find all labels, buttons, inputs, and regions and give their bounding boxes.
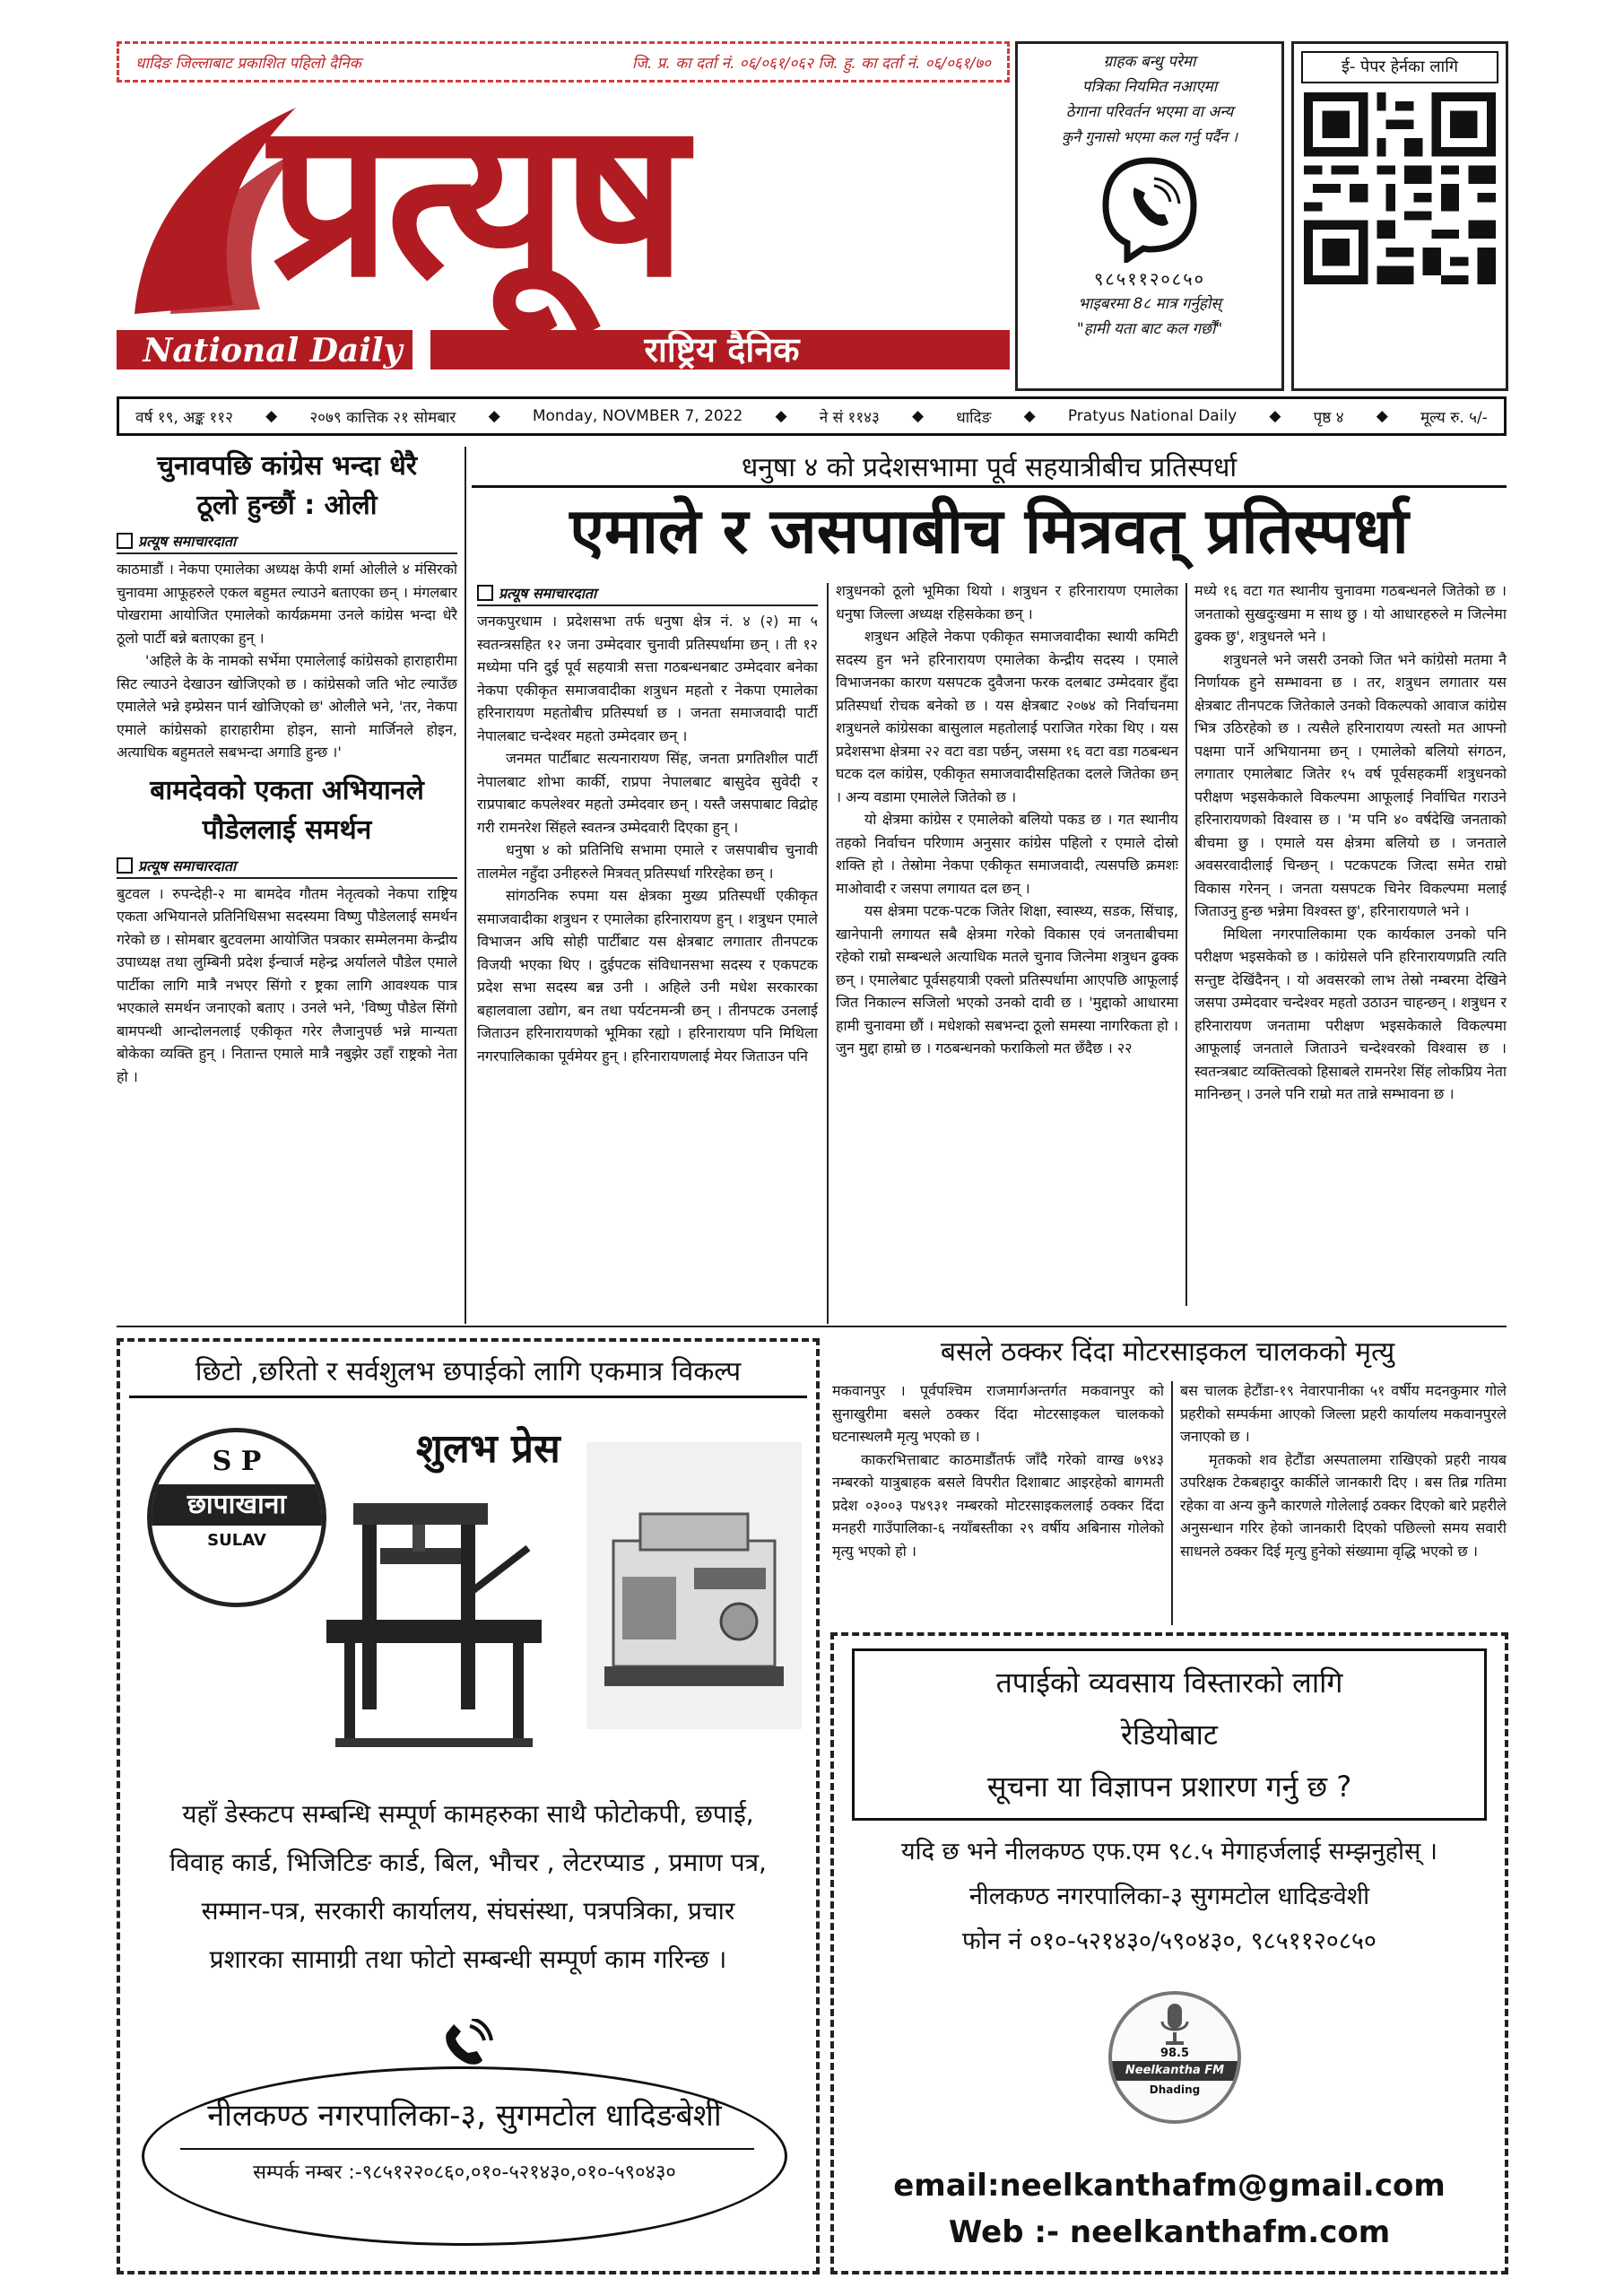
story1-byline: प्रत्यूष समाचारदाता xyxy=(117,531,457,554)
story2-paragraph: बुटवल । रुपन्देही-२ मा बामदेव गौतम नेतृत्वको नेकपा राष्ट्रिय एकता अभियानले प्रतिनिधिसभा सदस्यमा विष्णु पौडेललाई समर्थन गरेको छ । सोमबार बुटवलमा आयोजित पत्रकार सम्मेलनमा केन्द्रीय उपाध्यक्ष तथा लुम्बिनी प्रदेश ईन्चार्ज महेन्द्र अर्यालले पौडेल एमाले पार्टीका लागि मात्रै नभएर सिंगो र ष्ट्रका लागि आवश्यक पात्र भएकाले समर्थन जनाएको बताए । उनले भने, 'विष्णु पौडेल सिंगो बामपन्थी आन्दोलनलाई एकीकृत गरेर लैजानुपर्छ भन्ने मान्यता बोकेका व्यक्ति हुन् । नितान्त एमाले मात्रै नबुझेर उहाँ राष्ट्रको नेता हो । xyxy=(117,884,457,1085)
byline-box-icon xyxy=(477,585,493,601)
press-top-line: छिटो ,छरितो र सर्वशुलभ छपाईको लागि एकमात्र विकल्प xyxy=(129,1354,807,1398)
lead-kicker: धनुषा ४ को प्रदेशसभामा पूर्व सहयात्रीबीच प्रतिस्पर्धा xyxy=(472,447,1507,488)
fm-line-3: सूचना या विज्ञापन प्रशारण गर्नु छ ? xyxy=(986,1770,1352,1804)
bus-col1 xyxy=(832,1379,1164,1629)
lead-col3 xyxy=(1194,579,1507,1306)
left-column xyxy=(117,447,457,1324)
notice-quote: "हामी यता बाट कल गर्छौं" xyxy=(1076,320,1223,338)
story1-body xyxy=(117,558,457,764)
epaper-box xyxy=(1291,41,1508,391)
lead-paragraph: शत्रुधनको ठूलो भूमिका थियो । शत्रुधन र हरिनारायण एमालेका धनुषा जिल्ला अध्यक्ष रहिसकेका छन् । xyxy=(836,582,1178,622)
story1-headline-1: चुनावपछि कांग्रेस भन्दा धेरै xyxy=(156,450,418,482)
dateline-bar: वर्ष १९, अङ्क ११२ ◆ २०७९ कात्तिक २१ सोमबार ◆ Monday, NOVMBER 7, 2022 ◆ ने सं ११४३ ◆ धादिङ ◆ Pratyus National Daily ◆ पृष्ठ ४ ◆ मूल्य रु. ५/- xyxy=(117,396,1507,436)
dateline-ad-date: Monday, NOVMBER 7, 2022 xyxy=(532,407,743,425)
byline-box-icon xyxy=(117,857,133,874)
logo-english: National Daily xyxy=(143,332,403,370)
bus-headline: बसले ठक्कर दिंदा मोटरसाइकल चालकको मृत्यु xyxy=(940,1336,1395,1368)
notice-line: पत्रिका नियमित नआएमा xyxy=(1081,78,1218,96)
fm-logo-freq: 98.5 xyxy=(1159,2047,1190,2060)
viber-phone-icon xyxy=(1100,155,1199,263)
notice-sub: भाइबरमा 8८ मात्र गर्नुहोस् xyxy=(1078,295,1221,313)
dateline-price: मूल्य रु. ५/- xyxy=(1420,408,1488,427)
dateline-bs-date: २०७९ कात्तिक २१ सोमबार xyxy=(309,408,456,427)
section-rule xyxy=(117,1326,1507,1327)
column-rule xyxy=(1185,583,1187,1306)
fm-web[interactable]: Web :- neelkanthafm.com xyxy=(948,2214,1391,2250)
press-service-line: यहाँ डेस्कटप सम्बन्धि सम्पूर्ण कामहरुका साथै फोटोकपी, छपाई, xyxy=(182,1799,754,1829)
press-logo-top: S P xyxy=(212,1446,262,1477)
fm-line-5: नीलकण्ठ नगरपालिका-३ सुगमटोल धादिङवेशी xyxy=(968,1883,1370,1910)
column-rule xyxy=(465,447,466,1324)
epaper-label: ई- पेपर हेर्नका लागि xyxy=(1301,51,1498,83)
dateline-paper-name: Pratyus National Daily xyxy=(1067,407,1238,425)
press-service-line: विवाह कार्ड, भिजिटिङ कार्ड, बिल, भौचर , लेटरप्याड , प्रमाण पत्र, xyxy=(169,1848,767,1877)
press-logo-bottom: SULAV xyxy=(207,1531,266,1550)
press-logo xyxy=(147,1428,326,1607)
lead-paragraph: जनमत पार्टीबाट सत्यनारायण सिंह, जनता प्रगतिशील पार्टी नेपालबाट शोभा कार्की, राप्रपा नेपालबाट बासुदेव सुवेदी र राप्रपाबाट कपलेश्वर महतो उम्मेदवार छन् । यस्तै जसपाबाट विद्रोह गरी रामनरेश सिंहले स्वतन्त्र उम्मेदवारी दिएका हुन् । xyxy=(477,750,818,836)
tagline-right: जि. प्र. का दर्ता नं. ०६/०६१/०६२ जि. हु. का दर्ता नं. ०६/०६१/७० xyxy=(631,54,991,73)
qr-code-icon[interactable] xyxy=(1304,92,1496,284)
story1-paragraph: 'अहिले के के नामको सर्भेमा एमालेलाई कांग्रेसको हाराहारीमा सिट ल्याउने देखाउन खोजिएको छ । कांग्रेसको जति भोट ल्याउँछ एमालेले भन्ने इम्प्रेसन पार्न खोजिएको छ' ओलीले भने, 'तर, नेकपा एमाले कांग्रेसको हाराहारीमा होइन, सानो मार्जिनले होइन, अत्याधिक बहुमतले सबभन्दा अगाडि हुन्छ ।' xyxy=(117,652,457,761)
press-services xyxy=(131,1790,805,1984)
lead-col2 xyxy=(836,579,1178,1306)
fm-logo-name: Neelkantha FM xyxy=(1112,2061,1238,2081)
press-logo-mid: छापाखाना xyxy=(152,1484,322,1526)
microphone-icon xyxy=(1157,2002,1193,2047)
lead-paragraph: यो क्षेत्रमा कांग्रेस र एमालेको बलियो पकड छ । गत स्थानीय तहको निर्वाचन परिणाम अनुसार कांग्रेस पहिलो र एमाले दोस्रो शक्ति हो । तेस्रोमा नेकपा एकीकृत समाजवादी, त्यसपछि क्रमशः माओवादी र जसपा लगायत दल छन् । xyxy=(836,811,1178,897)
fm-headline-box xyxy=(852,1648,1487,1821)
press-address: नीलकण्ठ नगरपालिका-३, सुगमटोल धादिङबेशी xyxy=(207,2098,722,2134)
column-rule xyxy=(827,583,829,1324)
lead-paragraph: जनकपुरधाम । प्रदेशसभा तर्फ धनुषा क्षेत्र नं. ४ (२) मा ५ स्वतन्त्रसहित १२ जना उम्मेदवार चुनावी प्रतिस्पर्धामा छन् । ती १२ मध्येमा पनि दुई पूर्व सहयात्री सत्ता गठबन्धनबाट उम्मेदवार बनेका नेकपा एकीकृत समाजवादीका शत्रुधन महतो र नेकपा एमालेका हरिनारायण महतोबीच प्रतिस्पर्धा छ । जनता समाजवादी पार्टी नेपालबाट चन्देश्वर महतो उम्मेदवार छन् । xyxy=(477,613,818,744)
fm-logo-place: Dhading xyxy=(1149,2083,1201,2096)
fm-line-2: रेडियोबाट xyxy=(1120,1718,1219,1752)
story2-byline: प्रत्यूष समाचारदाता xyxy=(117,856,457,879)
lead-headline: एमाले र जसपाबीच मित्रवत् प्रतिस्पर्धा xyxy=(569,494,1409,568)
notice-phone: ९८५११२०८५० xyxy=(1094,268,1205,290)
story1-paragraph: काठमाडौं । नेकपा एमालेका अध्यक्ष केपी शर्मा ओलीले ४ मंसिरको चुनावमा आफूहरुले एकल बहुमत ल्याउने बताएका छन् । मंगलबार पोखरामा आयोजित एमालेको कार्यक्रममा उनले कांग्रेस भन्दा धेरै ठूलो पार्टी बन्ने बताएका हुन् । xyxy=(117,561,457,647)
press-address-oval xyxy=(142,2066,787,2246)
fm-line-6: फोन नं ०१०-५२१४३०/५९०४३०, ९८५११२०८५० xyxy=(962,1927,1376,1955)
tagline-left: धादिङ जिल्लाबाट प्रकाशित पहिलो दैनिक xyxy=(135,54,361,73)
bus-paragraph: मृतकको शव हेटौंडा अस्पतालमा राखिएको प्रहरी नायब उपरिक्षक टेकबहादुर कार्कीले जानकारी दिए । बस तिब्र गतिमा रहेका वा अन्य कुनै कारणले गोलेलाई ठक्कर दिएको बारे प्रहरीले अनुसन्धान गरिर हेको जानकारी दिएको पछिल्लो समय सवारी साधनले ठक्कर दिई मृत्यु हुनेको संख्यामा वृद्धि भएको छ । xyxy=(1180,1450,1507,1560)
story1-headline-2: ठूलो हुन्छौं : ओली xyxy=(196,490,378,521)
lead-paragraph: शत्रुधनले भने जसरी उनको जित भने कांग्रेसो मतमा नै निर्णायक हुने सम्भावना छ । तर, शत्रुधन लगातार यस क्षेत्रबाट तीनपटक जितेकाले उनको विकल्पको आवाज कांग्रेस भित्र उठिरहेको छ । त्यसैले हरिनारायण त्यस्तो मत आफ्नो पक्षमा पार्ने अभियानमा छन् । एमालेको बलियो संगठन, लगातार एमालेबाट जितेर १५ वर्ष पूर्वसहकर्मी शत्रुधनको परीक्षण भइसकेकाले विकल्पमा आफूलाई निर्वाचित गराउने हरिनारायणको विश्वास छ । 'म पनि ४० वर्षदेखि जनताको बीचमा छु । एमाले यस क्षेत्रमा बलियो छ । जनताले अवसरवादीलाई चिन्छन् । पटकपटक जित्दा समेत राम्रो विकास गरेनन् । जनता यसपटक चिनेर विकल्पमा मलाई जिताउनु हुन्छ भन्नेमा विश्वस्त छु', हरिनारायणले भने । xyxy=(1194,650,1507,919)
press-name: शुलभ प्रेस xyxy=(416,1426,560,1472)
fm-email[interactable]: email:neelkanthafm@gmail.com xyxy=(893,2168,1446,2204)
phone-ring-icon xyxy=(439,2019,493,2069)
press-contact: सम्पर्क नम्बर :-९८५१२२०८६०,०१०-५२१४३०,०१०-५९०४३० xyxy=(253,2161,676,2184)
bus-paragraph: मकवानपुर । पूर्वपश्चिम राजमार्गअन्तर्गत मकवानपुर को सुनाखुरीमा बसले ठक्कर दिंदा मोटरसाइकल चालकको घटनास्थलमै मृत्यु भएको छ । xyxy=(832,1382,1164,1445)
dateline-place: धादिङ xyxy=(956,408,992,427)
subscriber-notice-box xyxy=(1015,41,1284,391)
lead-paragraph: यस क्षेत्रमा पटक-पटक जितेर शिक्षा, स्वास्थ्य, सडक, सिंचाइ, खानेपानी लगायत सबै क्षेत्रमा गरेको विकास एवं जनताबीचमा रहेको राम्रो सम्बन्धले अत्याधिक मतले चुनाव जित्नेमा शत्रुधन ढुक्क छन् । एमालेबाट पूर्वसहयात्री एक्लो प्रतिस्पर्धामा आएपछि आफूलाई जित निकाल्न सजिलो भएको उनको दावी छ । 'मुद्दाको आधारमा हामी चुनावमा छौं । मधेशको सबभन्दा ठूलो समस्या नागरिकता हो । जुन मुद्दा हाम्रो छ । गठबन्धनको फराकिलो मत छँदैछ । २२ xyxy=(836,902,1178,1057)
logo-devanagari: प्रत्यूष xyxy=(269,74,682,325)
dateline-volume: वर्ष १९, अङ्क ११२ xyxy=(135,408,233,427)
story2-headline-2: पौडेललाई समर्थन xyxy=(202,813,372,846)
notice-line: ग्राहक बन्धु परेमा xyxy=(1103,53,1196,71)
column-rule xyxy=(1171,1381,1173,1625)
story2-headline-1: बामदेवको एकता अभियानले xyxy=(150,774,424,806)
masthead-logo xyxy=(117,74,1010,386)
notice-line: कुनै गुनासो भएमा कल गर्नु पर्दैन । xyxy=(1061,128,1238,145)
press-service-line: सम्मान-पत्र, सरकारी कार्यालय, संघसंस्था, पत्रपत्रिका, प्रचार xyxy=(201,1896,735,1926)
notice-line: ठेगाना परिवर्तन भएमा वा अन्य xyxy=(1065,103,1234,121)
logo-nepali: राष्ट्रिय दैनिक xyxy=(644,330,800,370)
hand-press-machine-icon xyxy=(326,1494,542,1754)
dateline-serial: ने सं ११४३ xyxy=(819,408,880,427)
lead-paragraph: सांगठनिक रुपमा यस क्षेत्रका मुख्य प्रतिस्पर्धी एकीकृत समाजवादीका शत्रुधन र एमालेका हरिनारायण हुन् । शत्रुधन एमाले विभाजन अघि सोही पार्टीबाट यस क्षेत्रबाट लगातार तीनपटक विजयी भएका थिए । दुईपटक संविधानसभा सदस्य र एकपटक प्रदेश सभा सदस्य बन्न उनी । अहिले उनी मधेश सरकारका बहालवाला उद्योग, बन तथा पर्यटनमन्त्री छन् । तीनपटक उनलाई जिताउन हरिनारायणको भूमिका रह्यो । हरिनारायण पनि मिथिला नगरपालिकाका पूर्वमेयर हुन् । हरिनारायणलाई मेयर जिताउन पनि xyxy=(477,887,818,1065)
lead-col1 xyxy=(477,583,818,1324)
dateline-page: पृष्ठ ४ xyxy=(1313,408,1344,427)
story2-body xyxy=(117,883,457,1089)
lead-paragraph: मिथिला नगरपालिकामा एक कार्यकाल उनको पनि परीक्षण भइसकेको छ । कांग्रेसले पनि हरिनारायणप्रति त्यति सन्तुष्ट देखिंदैनन् । यो अवसरको लाभ तेस्रो नम्बरमा देखिने जसपा उम्मेदवार चन्देश्वर महतो उठाउन चाहन्छन् । शत्रुधन र हरिनारायण जनतामा परीक्षण भइसकेकाले विकल्पमा आफूलाई जनताले जिताउने चन्देश्वरको विश्वास छ । स्वतन्त्रबाट व्यक्तित्वको हिसाबले रामनरेश सिंह लोकप्रिय नेता मानिन्छन् । उनले पनि राम्रो मत तान्ने सम्भावना छ । xyxy=(1194,925,1507,1102)
lead-paragraph: मध्ये १६ वटा गत स्थानीय चुनावमा गठबन्धनले जितेको छ । जनताको सुखदुःखमा म साथ छु । यो आधारहरुले म जित्नेमा ढुक्क छु', शत्रुधनले भने । xyxy=(1194,582,1507,645)
byline-box-icon xyxy=(117,533,133,549)
lead-paragraph: धनुषा ४ को प्रतिनिधि सभामा एमाले र जसपाबीच चुनावी तालमेल नहुँदा उनीहरुले मित्रवत् प्रतिस्पर्धा गरिरहेका छन् । xyxy=(477,841,818,882)
fm-logo xyxy=(1108,1991,1241,2124)
press-service-line: प्रशारका सामाग्री तथा फोटो सम्बन्धी सम्पूर्ण काम गरिन्छ । xyxy=(209,1944,727,1974)
bus-paragraph: काकरभित्ताबाट काठमाडौंतर्फ जाँदै गरेको वाग्ख ७९४३ नम्बरको यात्रुबाहक बसले विपरीत दिशाबाट आइरहेको बागमती प्रदेश ०३००३ प४९३१ नम्बरको मोटरसाइकललाई ठक्कर दिंदा मनहरी गाउँपालिका-६ नयाँबस्तीका २९ वर्षीय अबिनास गोलेको मृत्यु भएको हो । xyxy=(832,1450,1164,1560)
press-ad xyxy=(117,1338,820,2274)
fm-line-1: तपाईको व्यवसाय विस्तारको लागि xyxy=(995,1665,1343,1700)
fm-line-4: यदि छ भने नीलकण्ठ एफ.एम ९८.५ मेगाहर्जलाई सम्झनुहोस् । xyxy=(900,1838,1438,1866)
bus-col2 xyxy=(1180,1379,1507,1629)
offset-press-machine-icon xyxy=(586,1442,802,1729)
lead-byline: प्रत्यूष समाचारदाता xyxy=(477,583,818,606)
bus-paragraph: बस चालक हेटौंडा-१९ नेवारपानीका ५१ वर्षीय मदनकुमार गोले प्रहरीको सम्पर्कमा आएको जिल्ला प्रहरी कार्यालय मकवानपुरले जनाएको छ । xyxy=(1180,1382,1507,1445)
fm-ad xyxy=(830,1632,1508,2274)
lead-paragraph: शत्रुधन अहिले नेकपा एकीकृत समाजवादीका स्थायी कमिटी सदस्य हुन भने हरिनारायण एमालेका केन्द्रीय सदस्य । एमाले विभाजनका कारण यसपटक दुवैजना फरक दलबाट उम्मेदवार हुँदा प्रतिस्पर्धा रोचक बनेको छ । यस क्षेत्रबाट २०७४ को निर्वाचनमा शत्रुधनले कांग्रेसका बासुलाल महतोलाई पराजित गरेका थिए । यस प्रदेशसभा क्षेत्रमा २२ वटा वडा पर्छन्, जसमा १६ वटा वडा गठबन्धन घटक दल कांग्रेस, एकीकृत समाजवादीसहितका दलले जितेका छन् । अन्य वडामा एमालेले जितेको छ । xyxy=(836,628,1178,805)
